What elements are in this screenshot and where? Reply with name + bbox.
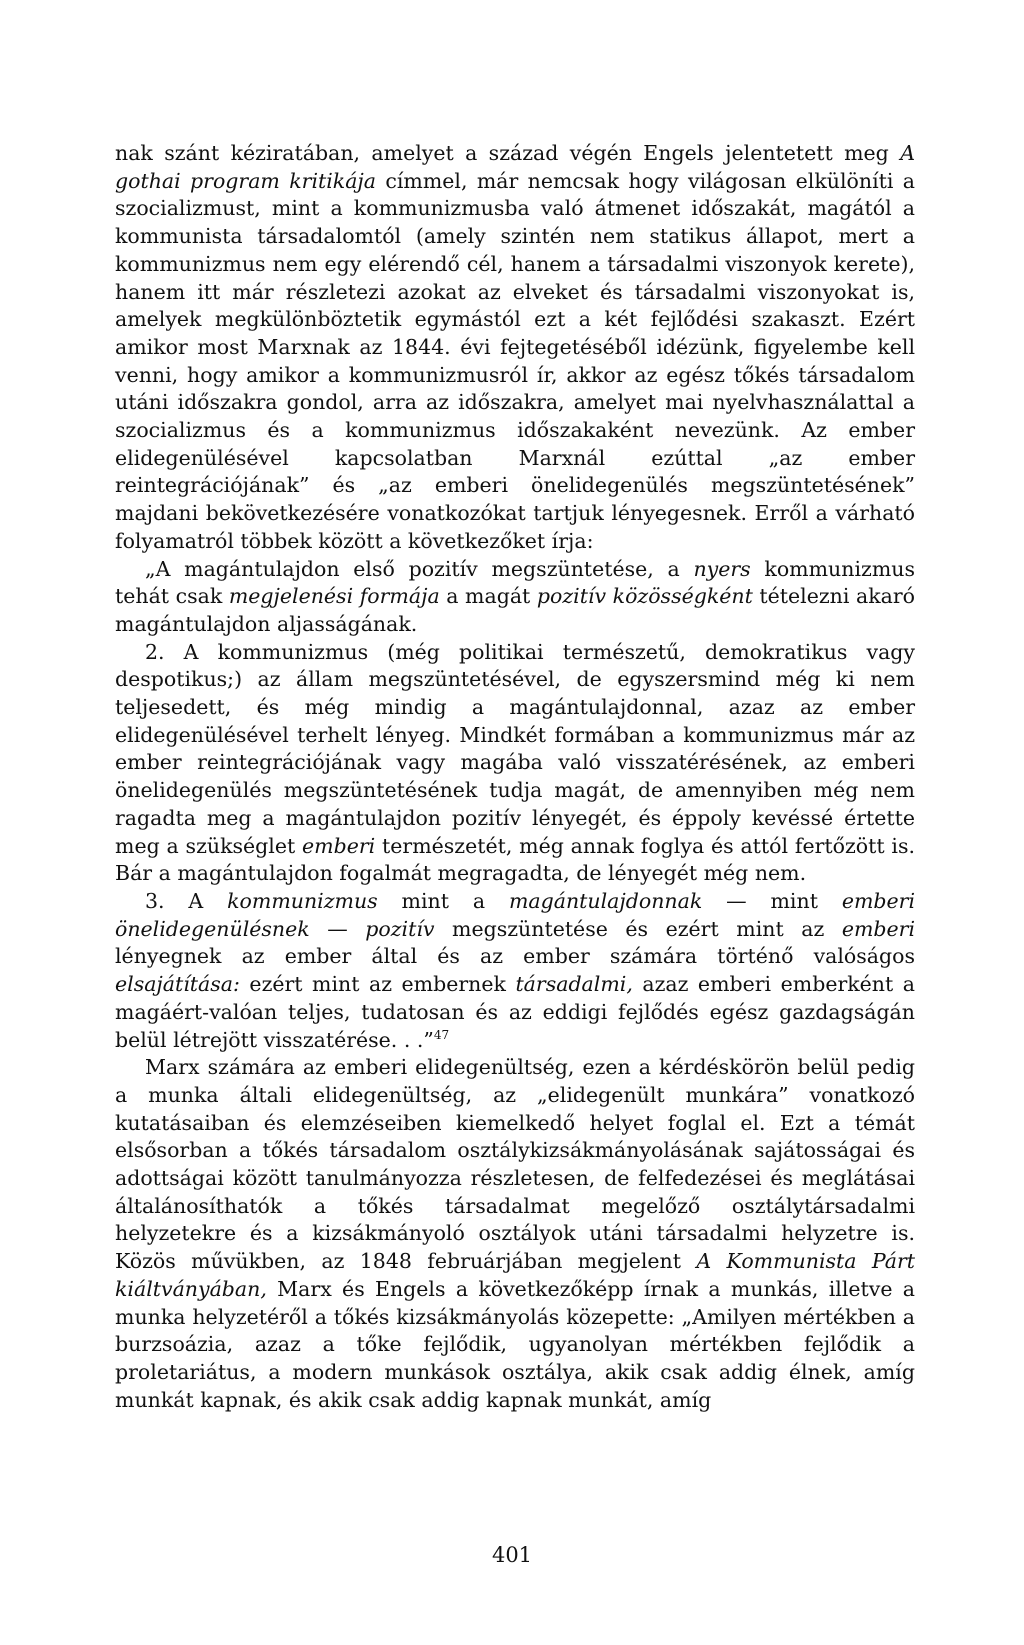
- paragraph-3-numbered-2: [115, 639, 915, 888]
- italic-text: elsajátítása:: [115, 972, 240, 997]
- italic-text: magántulajdonnak: [508, 888, 703, 913]
- text-run: természetét, még annak foglya és attól fertőzött is. Bár a magántulajdon fogalmát megragadta, de lényegét még nem.: [115, 833, 915, 886]
- text-run: ezért mint az embernek: [239, 972, 516, 997]
- text-run: „A magántulajdon első pozitív megszüntetése, a: [145, 556, 694, 581]
- text-run: lényegnek az ember által és az ember számára történő valóságos: [115, 944, 915, 969]
- text-run: — mint: [702, 888, 842, 913]
- text-run: Marx és Engels a következőképp írnak a munkás, illetve a munka helyzetéről a tőkés kizsákmányolás közepette: „Amilyen mértékben a burzsoázia, azaz a tőke fejlődik, ugyanolyan mértékben fejlődik a proletariátus, a modern munkások osztálya, akik csak addig élnek, amíg munkát kapnak, és akik csak addig kapnak munkát, amíg: [115, 1276, 915, 1412]
- italic-text: A gothai program kritikája: [115, 141, 915, 193]
- footnote-ref: 47: [433, 1027, 450, 1042]
- italic-text: pozitív: [365, 916, 435, 941]
- italic-text: nyers: [693, 556, 751, 581]
- text-run: a magát: [439, 584, 537, 609]
- text-run: 3. A: [145, 888, 228, 913]
- italic-text: emberi önelidegenülésnek: [115, 888, 915, 941]
- text-run: tételezni akaró magántulajdon aljasságának.: [115, 584, 916, 636]
- italic-text: emberi: [302, 833, 376, 858]
- italic-text: emberi: [841, 916, 915, 941]
- italic-text: A Kommunista Párt kiáltványában,: [115, 1249, 915, 1301]
- text-run: mint a: [377, 888, 509, 913]
- text-run: 2. A kommunizmus (még politikai természetű, demokratikus vagy despotikus;) az állam megszüntetésével, de egyszersmind még ki nem teljesedett, és még mindig a magántulajdonnal, azaz az ember elidegenülésével terhelt lényeg. Mindkét formában a kommunizmus már az ember reintegrációjának vagy magába való visszatérésének, az emberi önelidegenülés megszüntetésének tudja magát, de amennyiben még nem ragadta meg a magántulajdon pozitív lényegét, és éppoly kevéssé értette meg a szükséglet: [115, 639, 915, 858]
- paragraph-1: [115, 140, 915, 556]
- italic-text: megjelenési formája: [228, 584, 440, 609]
- text-run: azaz emberi emberként a magáért-valóan teljes, tudatosan és az eddigi fejlődés egész gazdagságán belül létrejött visszatérése. . .”: [115, 972, 915, 1052]
- text-run: kommunizmus tehát csak: [115, 556, 915, 609]
- paragraph-5: [115, 1054, 915, 1414]
- text-run: megszüntetése és ezért mint az: [434, 916, 842, 941]
- text-run: címmel, már nemcsak hogy világosan elkülöníti a szocializmust, mint a kommunizmusba való átmenet időszakát, magától a kommunista társadalomtól (amely szintén nem statikus állapot, mert a kommunizmus nem egy elérendő cél, hanem a társadalmi viszonyok kerete), hanem itt már részletezi azokat az elveket és társadalmi viszonyokat is, amelyek megkülönböztetik egymástól ezt a két fejlődési szakaszt. Ezért amikor most Marxnak az 1844. évi fejtegetéséből idézünk, figyelembe kell venni, hogy amikor a kommunizmusról ír, akkor az egész tőkés társadalom utáni időszakra gondol, arra az időszakra, amelyet mai nyelvhasználattal a szocializmus és a kommunizmus időszakaként nevezünk. Az ember elidegenülésével kapcsolatban Marxnál ezúttal „az ember reintegrációjának” és „az emberi önelidegenülés megszüntetésének” majdani bekövetkezésére vonatkozókat tartjuk lényegesnek. Erről a várható folyamatról többek között a következőket írja:: [115, 168, 915, 553]
- page-number: 401: [491, 1543, 533, 1567]
- text-run: —: [309, 916, 366, 941]
- text-run: Marx számára az emberi elidegenültség, ezen a kérdéskörön belül pedig a munka általi elidegenültség, az „elidegenült munkára” vonatkozó kutatásaiban és elemzéseiben kiemelkedő helyet foglal el. Ezt a témát elsősorban a tőkés társadalom osztálykizsákmányolásának sajátosságai és adottságai között tanulmányozza részletesen, de felfedezései és meglátásai általánosíthatók a tőkés társadalmat megelőző osztálytársadalmi helyzetekre és a kizsákmányoló osztályok utáni társadalmi helyzetre is. Közös művükben, az 1848 februárjában megjelent: [115, 1055, 915, 1274]
- paragraph-4-numbered-3: [115, 888, 915, 1054]
- italic-text: kommunizmus: [227, 888, 378, 913]
- italic-text: társadalmi,: [515, 972, 633, 997]
- italic-text: pozitív közösségként: [536, 584, 753, 609]
- text-run: nak szánt kéziratában, amelyet a század végén Engels jelentetett meg: [115, 141, 901, 165]
- page-body: [115, 140, 915, 1414]
- paragraph-2-quote-start: [115, 556, 915, 639]
